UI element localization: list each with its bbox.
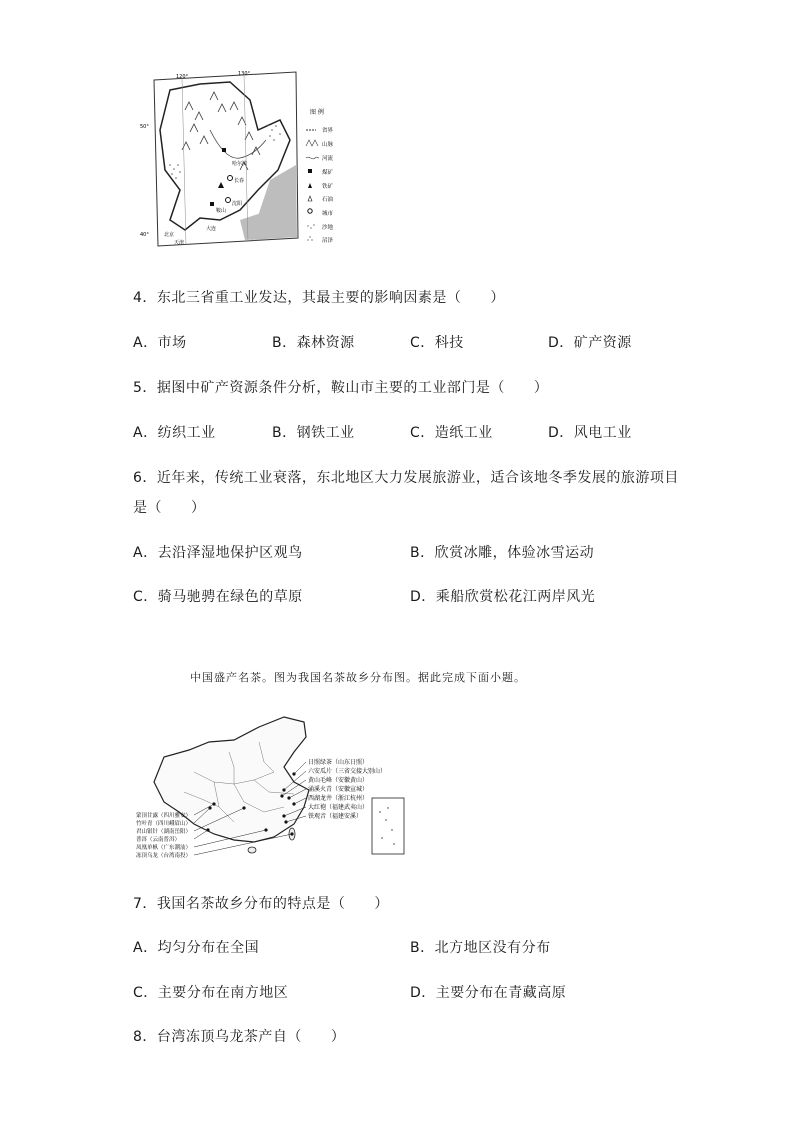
question-8-stem: 8．台湾冻顶乌龙茶产自（ ）: [133, 1029, 346, 1045]
legend-coal: 煤矿: [322, 170, 334, 176]
question-6-option-c[interactable]: C．骑马驰骋在绿色的草原: [133, 589, 303, 605]
question-4-option-d[interactable]: D．矿产资源: [548, 335, 632, 351]
tea-label-dongding: 冻顶乌龙（台湾南投）: [136, 853, 192, 859]
lat-label-50: 50°: [140, 124, 149, 130]
tea-label-tieguanyin: 铁观音（福建安溪）: [308, 813, 363, 820]
legend-city: 城市: [322, 211, 334, 217]
question-6-option-b[interactable]: B．欣赏冰雕，体验冰雪运动: [410, 545, 595, 561]
place-anshan: 鞍山: [216, 208, 227, 214]
question-4-option-a[interactable]: A．市场: [133, 335, 187, 351]
tea-label-xihu: 西湖龙井（浙江杭州）: [308, 795, 369, 802]
china-tea-map: [134, 712, 414, 862]
legend-marsh: 沼泽: [322, 238, 334, 244]
legend-provincial-border: 省界: [322, 128, 334, 134]
question-4-option-b[interactable]: B．森林资源: [272, 335, 355, 351]
lat-label-40: 40°: [140, 232, 149, 238]
northeast-china-map: [140, 70, 365, 250]
tea-map-caption: 中国盛产名茶。图为我国名茶故乡分布图。据此完成下面小题。: [190, 671, 526, 684]
tea-label-junshan: 君山银针（湖南岳阳）: [136, 829, 192, 835]
legend-mountain: 山脉: [322, 142, 334, 148]
legend-iron: 铁矿: [322, 184, 334, 190]
tea-label-dahongpao: 大红袍（福建武夷山）: [308, 804, 369, 811]
question-7-option-b[interactable]: B．北方地区没有分布: [410, 940, 551, 956]
place-beijing: 北京: [164, 232, 175, 238]
question-5-option-b[interactable]: B．钢铁工业: [272, 425, 355, 441]
place-harbin: 哈尔滨: [232, 161, 248, 167]
question-7-option-d[interactable]: D．主要分布在青藏高原: [410, 985, 567, 1001]
question-4-stem: 4．东北三省重工业发达，其最主要的影响因素是（ ）: [133, 290, 505, 306]
place-dalian: 大连: [206, 226, 217, 232]
lon-label-120: 120°: [176, 74, 189, 80]
question-7-option-c[interactable]: C．主要分布在南方地区: [133, 985, 289, 1001]
question-7-stem: 7．我国名茶故乡分布的特点是（ ）: [133, 896, 389, 912]
place-tianjin: 天津: [174, 240, 185, 246]
question-5-option-c[interactable]: C．造纸工业: [410, 425, 493, 441]
question-6-stem-line-1: 6．近年来，传统工业衰落，东北地区大力发展旅游业，适合该地冬季发展的旅游项目: [133, 470, 679, 486]
legend-sand: 沙地: [322, 225, 334, 231]
lon-label-130: 130°: [238, 71, 251, 77]
place-changchun: 长春: [234, 178, 245, 184]
question-5-option-d[interactable]: D．风电工业: [548, 425, 632, 441]
legend-oil: 石油: [322, 197, 334, 203]
question-6-option-a[interactable]: A．去沿泽湿地保护区观鸟: [133, 545, 303, 561]
question-6-stem-line-2: 是（ ）: [133, 500, 206, 516]
question-5-stem: 5．据图中矿产资源条件分析，鞍山市主要的工业部门是（ ）: [133, 380, 549, 396]
place-shenyang: 沈阳: [232, 201, 243, 207]
tea-label-huangshan: 黄山毛峰（安徽黄山）: [308, 777, 369, 784]
tea-label-puer: 普洱（云南普洱）: [136, 837, 181, 843]
legend-river: 河流: [322, 156, 334, 162]
tea-label-fenghuang: 凤凰单枞（广东潮汕）: [136, 845, 192, 851]
question-6-option-d[interactable]: D．乘船欣赏松花江两岸风光: [410, 589, 596, 605]
tea-label-rizhao: 日照绿茶（山东日照）: [308, 759, 369, 766]
question-4-option-c[interactable]: C．科技: [410, 335, 464, 351]
legend-title: 图 例: [310, 109, 324, 116]
tea-label-yongxi: 涌溪火青（安徽宣城）: [308, 786, 369, 793]
tea-label-zhuyeqing: 竹叶青（四川峨眉山）: [136, 821, 192, 827]
question-7-option-a[interactable]: A．均匀分布在全国: [133, 940, 260, 956]
tea-label-luan: 六安瓜片（三省交接大别山）: [308, 768, 387, 775]
tea-label-mengding: 蒙顶甘露（四川雅安）: [136, 813, 192, 819]
question-5-option-a[interactable]: A．纺织工业: [133, 425, 216, 441]
